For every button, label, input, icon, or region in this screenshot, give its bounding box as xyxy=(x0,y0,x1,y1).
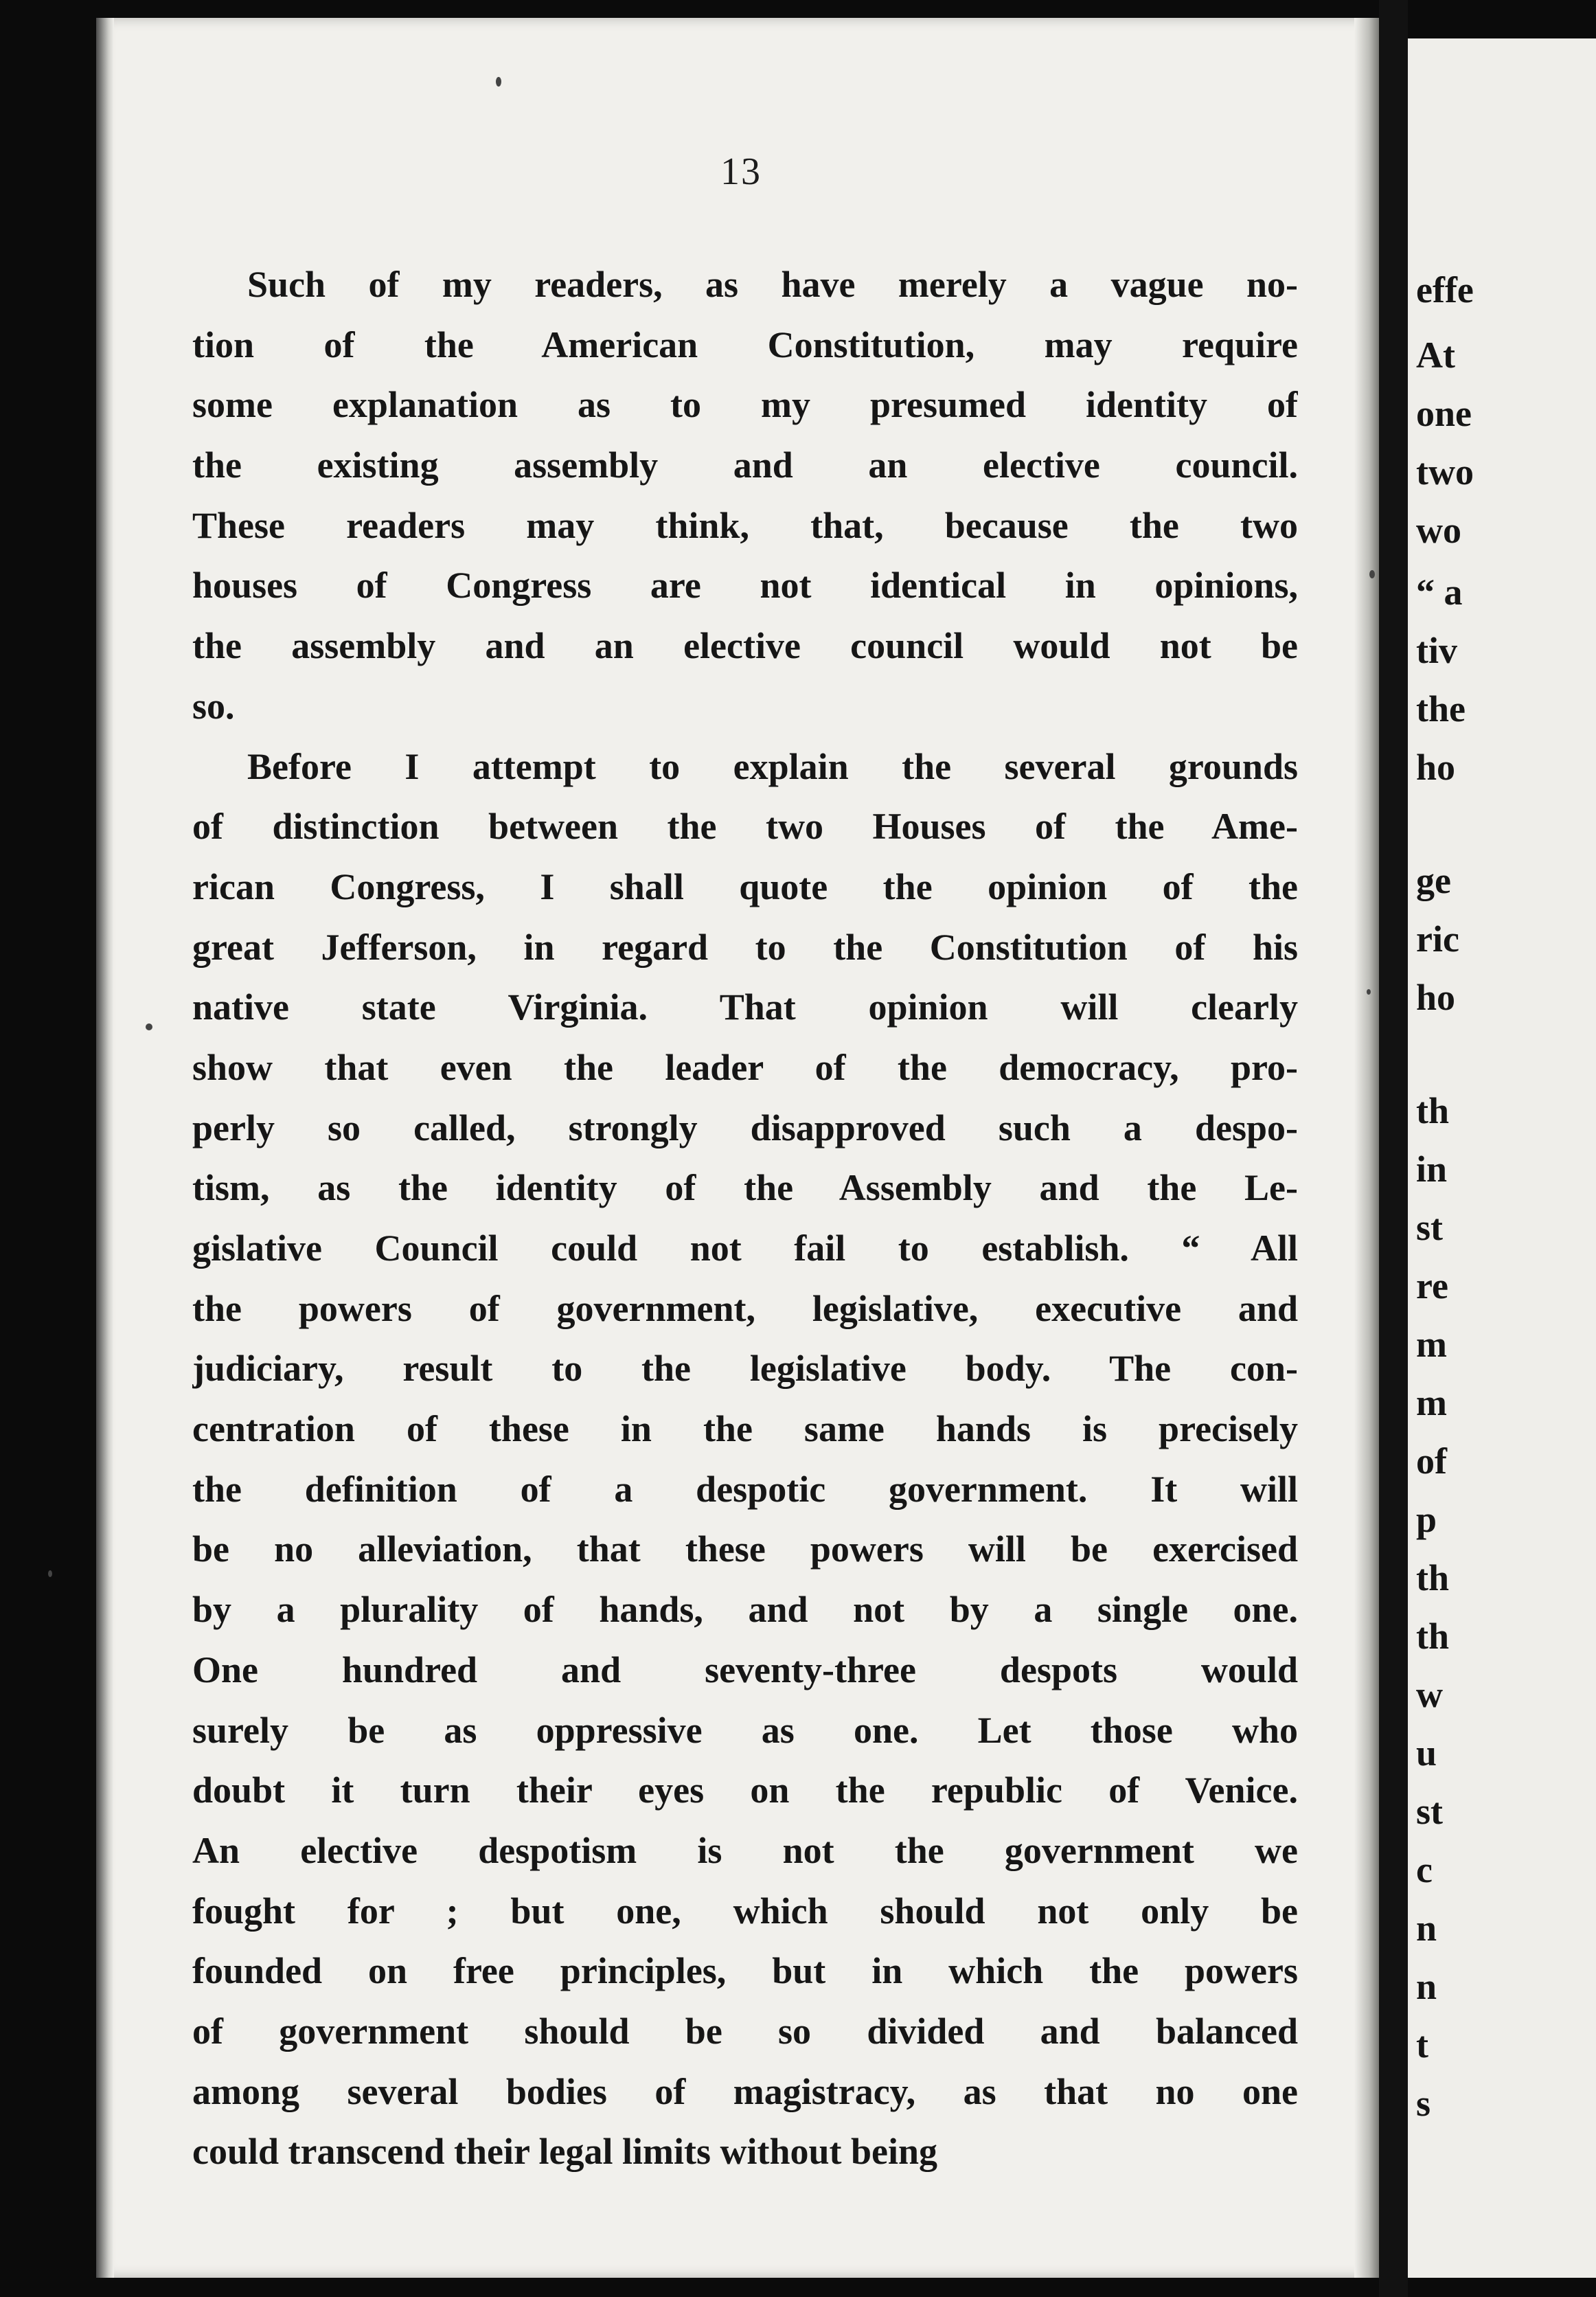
facing-page-fragment: c xyxy=(1416,1849,1433,1890)
facing-page-fragment: ric xyxy=(1416,918,1459,960)
text-line: show that even the leader of the democracy, pro- xyxy=(192,1046,1298,1088)
text-line: founded on free principles, but in which the powers xyxy=(192,1950,1298,1992)
paragraph-container xyxy=(192,255,1298,2182)
page-number: 13 xyxy=(720,150,762,193)
facing-page-fragment: tiv xyxy=(1416,630,1457,671)
facing-page-fragment: n xyxy=(1416,1966,1437,2007)
text-line: tism, as the identity of the Assembly and the Le- xyxy=(192,1167,1298,1209)
text-line: some explanation as to my presumed identity of xyxy=(192,384,1298,426)
ink-speck xyxy=(1367,989,1371,995)
text-line: An elective despotism is not the government we xyxy=(192,1829,1298,1871)
text-line: the definition of a despotic government. It will xyxy=(192,1468,1298,1510)
ink-speck xyxy=(1369,570,1375,578)
facing-page-fragment: ho xyxy=(1416,977,1456,1018)
facing-page-fragment: wo xyxy=(1416,510,1461,551)
text-line: the existing assembly and an elective council. xyxy=(192,444,1298,486)
facing-page-fragment: ho xyxy=(1416,747,1456,788)
ink-speck xyxy=(146,1023,152,1030)
facing-page-fragment: effe xyxy=(1416,269,1474,310)
facing-page xyxy=(1408,38,1596,2278)
text-line: by a plurality of hands, and not by a single one. xyxy=(192,1589,1298,1631)
text-line: the assembly and an elective council would not be xyxy=(192,625,1298,667)
text-line: surely be as oppressive as one. Let those who xyxy=(192,1709,1298,1751)
text-line: the powers of government, legislative, executive and xyxy=(192,1287,1298,1329)
book-gutter xyxy=(1379,0,1408,2297)
text-line: great Jefferson, in regard to the Constitution of his xyxy=(192,926,1298,968)
facing-page-fragment: in xyxy=(1416,1148,1448,1190)
text-line: of government should be so divided and balanced xyxy=(192,2010,1298,2052)
text-line: be no alleviation, that these powers will be exercised xyxy=(192,1528,1298,1570)
facing-page-fragment: two xyxy=(1416,451,1474,493)
text-line: These readers may think, that, because the two xyxy=(192,504,1298,546)
facing-page-fragment: n xyxy=(1416,1908,1437,1949)
facing-page-fragment: th xyxy=(1416,1616,1450,1657)
facing-page-fragment: t xyxy=(1416,2024,1428,2066)
text-line: gislative Council could not fail to establish. “ All xyxy=(192,1227,1298,1269)
facing-page-fragment: the xyxy=(1416,688,1466,729)
left-page xyxy=(103,18,1379,2278)
text-line: doubt it turn their eyes on the republic of Venice. xyxy=(192,1769,1298,1811)
facing-page-fragment: re xyxy=(1416,1265,1448,1306)
text-line: houses of Congress are not identical in opinions, xyxy=(192,565,1298,607)
text-line: centration of these in the same hands is precisely xyxy=(192,1408,1298,1450)
facing-page-fragment: m xyxy=(1416,1382,1447,1423)
text-line: of distinction between the two Houses of the Ame- xyxy=(192,806,1298,848)
facing-page-fragment: w xyxy=(1416,1674,1443,1715)
facing-page-fragment: st xyxy=(1416,1207,1443,1248)
facing-page-fragment: s xyxy=(1416,2083,1431,2124)
facing-page-fragment: At xyxy=(1416,335,1455,376)
text-line: so. xyxy=(192,685,235,727)
text-line: could transcend their legal limits without being xyxy=(192,2131,938,2173)
facing-page-fragment: “ a xyxy=(1416,572,1463,613)
text-line: Before I attempt to explain the several grounds xyxy=(247,745,1298,787)
ink-speck xyxy=(48,1570,52,1577)
ink-speck xyxy=(496,77,501,87)
facing-page-fragment: p xyxy=(1416,1499,1437,1540)
facing-page-fragment: m xyxy=(1416,1324,1447,1365)
text-line: fought for ; but one, which should not only be xyxy=(192,1890,1298,1932)
facing-page-fragment: th xyxy=(1416,1557,1450,1598)
facing-page-fragment: u xyxy=(1416,1732,1437,1774)
text-line: judiciary, result to the legislative body. The con- xyxy=(192,1348,1298,1390)
text-line: among several bodies of magistracy, as that no one xyxy=(192,2070,1298,2112)
body-text xyxy=(192,255,1298,2182)
text-line: Such of my readers, as have merely a vague no- xyxy=(247,264,1298,305)
text-line: rican Congress, I shall quote the opinion of the xyxy=(192,865,1298,907)
text-line: One hundred and seventy-three despots would xyxy=(192,1649,1298,1690)
text-line: native state Virginia. That opinion will clearly xyxy=(192,986,1298,1028)
facing-page-fragment: th xyxy=(1416,1090,1450,1131)
text-line: perly so called, strongly disapproved such a despo- xyxy=(192,1107,1298,1148)
facing-page-fragment: one xyxy=(1416,393,1472,434)
facing-page-fragment: of xyxy=(1416,1440,1447,1482)
facing-page-fragment: st xyxy=(1416,1791,1443,1832)
text-line: tion of the American Constitution, may require xyxy=(192,324,1298,365)
facing-page-fragment: ge xyxy=(1416,860,1451,901)
